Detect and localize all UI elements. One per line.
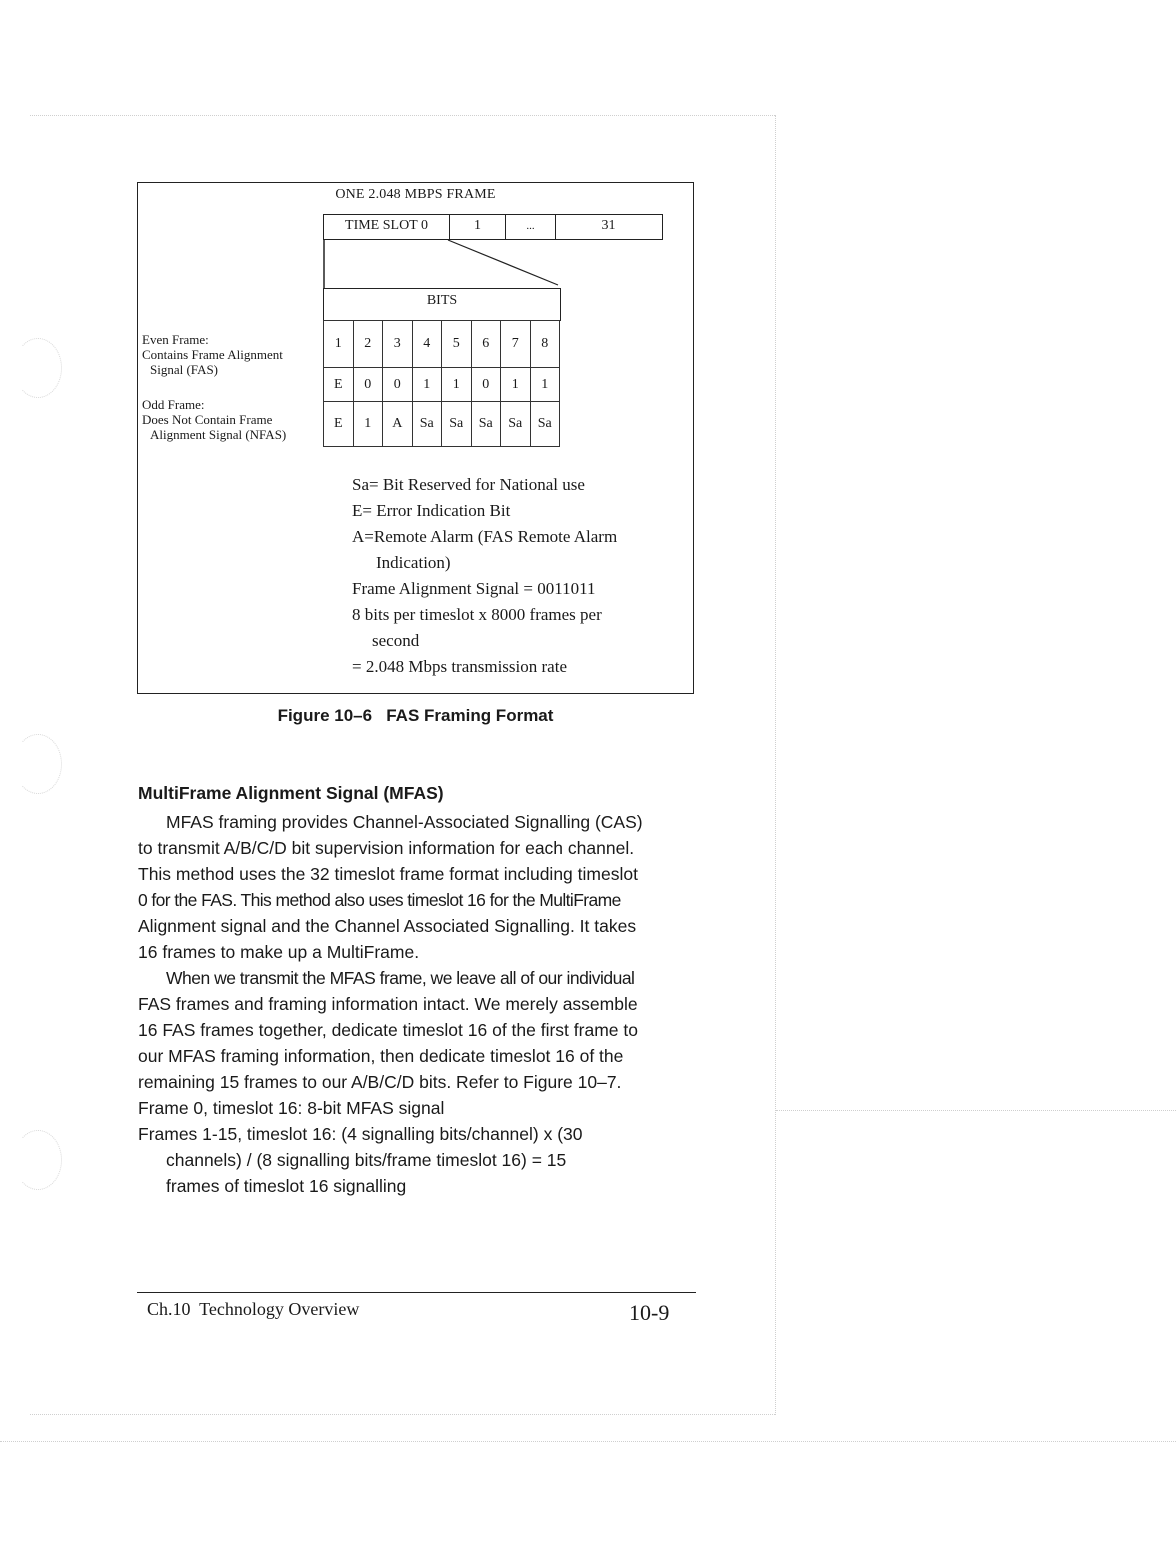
bit-cell: A	[383, 402, 413, 447]
text-line: FAS frames and framing information intact. We merely assemble	[138, 994, 638, 1014]
bit-cell: 7	[501, 321, 531, 368]
timeslot-cell: 1	[450, 215, 506, 239]
legend-line: = 2.048 Mbps transmission rate	[352, 657, 567, 676]
text-line: Frame 0, timeslot 16: 8-bit MFAS signal	[138, 1098, 445, 1118]
text-line: Frames 1-15, timeslot 16: (4 signalling bits/channel) x (30	[138, 1124, 583, 1144]
bits-table	[323, 320, 560, 447]
table-row	[324, 321, 560, 368]
bits-header: BITS	[323, 288, 561, 321]
odd-frame-label-line: Does Not Contain Frame	[142, 412, 273, 427]
legend-line: Frame Alignment Signal = 0011011	[352, 579, 596, 598]
legend-line: A=Remote Alarm (FAS Remote Alarm	[352, 527, 618, 546]
bit-cell: Sa	[530, 402, 560, 447]
bit-cell: 0	[471, 368, 501, 402]
text-line: remaining 15 frames to our A/B/C/D bits. Refer to Figure 10–7.	[138, 1072, 622, 1092]
bit-cell: Sa	[501, 402, 531, 447]
text-line: 16 FAS frames together, dedicate timeslot 16 of the first frame to	[138, 1020, 638, 1040]
bit-cell: 1	[442, 368, 472, 402]
even-frame-label-line: Contains Frame Alignment	[142, 347, 283, 362]
bit-cell: E	[324, 368, 354, 402]
text-line: 16 frames to make up a MultiFrame.	[138, 942, 420, 962]
bit-cell: Sa	[471, 402, 501, 447]
table-row	[324, 402, 560, 447]
page-number: 10-9	[629, 1300, 670, 1325]
legend-line: Indication)	[376, 553, 451, 572]
legend-line: second	[372, 631, 420, 650]
body-text	[138, 809, 696, 1199]
even-frame-label-line: Even Frame:	[142, 332, 209, 347]
bit-cell: E	[324, 402, 354, 447]
odd-frame-label-line: Odd Frame:	[142, 397, 205, 412]
footer-chapter: Ch.10 Technology Overview	[147, 1299, 360, 1319]
bit-cell: Sa	[442, 402, 472, 447]
timeslot-cell: TIME SLOT 0	[324, 215, 450, 239]
text-line: channels) / (8 signalling bits/frame timeslot 16) = 15	[166, 1150, 567, 1170]
bit-cell: 8	[530, 321, 560, 368]
table-row	[324, 368, 560, 402]
bit-cell: 0	[383, 368, 413, 402]
even-frame-label	[142, 332, 283, 377]
figure-caption: Figure 10–6 FAS Framing Format	[277, 706, 554, 725]
text-line: This method uses the 32 timeslot frame format including timeslot	[138, 864, 638, 884]
bit-cell: 0	[353, 368, 383, 402]
bit-cell: Sa	[412, 402, 442, 447]
text-line: our MFAS framing information, then dedicate timeslot 16 of the	[138, 1046, 624, 1066]
bit-cell: 6	[471, 321, 501, 368]
text-line: MFAS framing provides Channel-Associated Signalling (CAS)	[166, 812, 643, 832]
figure-title: ONE 2.048 MBPS FRAME	[335, 187, 496, 202]
bit-cell: 3	[383, 321, 413, 368]
bit-cell: 1	[412, 368, 442, 402]
text-line: When we transmit the MFAS frame, we leave all of our individual	[166, 968, 635, 988]
legend-line: Sa= Bit Reserved for National use	[352, 475, 585, 494]
timeslot-cell: ...	[506, 215, 556, 239]
bit-cell: 4	[412, 321, 442, 368]
text-line: 0 for the FAS. This method also uses timeslot 16 for the MultiFrame	[138, 890, 621, 910]
bit-cell: 1	[324, 321, 354, 368]
footer-rule	[137, 1292, 696, 1293]
text-line: frames of timeslot 16 signalling	[166, 1176, 407, 1196]
odd-frame-label-line: Alignment Signal (NFAS)	[150, 427, 287, 442]
bit-cell: 1	[353, 402, 383, 447]
section-heading: MultiFrame Alignment Signal (MFAS)	[138, 783, 444, 803]
even-frame-label-line: Signal (FAS)	[150, 362, 219, 377]
bit-cell: 1	[530, 368, 560, 402]
bit-cell: 2	[353, 321, 383, 368]
legend-line: E= Error Indication Bit	[352, 501, 511, 520]
text-line: Alignment signal and the Channel Associated Signalling. It takes	[138, 916, 637, 936]
bit-cell: 5	[442, 321, 472, 368]
bit-cell: 1	[501, 368, 531, 402]
figure-legend	[352, 472, 617, 680]
text-line: to transmit A/B/C/D bit supervision information for each channel.	[138, 838, 635, 858]
odd-frame-label	[142, 397, 286, 442]
timeslot-cell: 31	[601, 218, 616, 233]
legend-line: 8 bits per timeslot x 8000 frames per	[352, 605, 602, 624]
